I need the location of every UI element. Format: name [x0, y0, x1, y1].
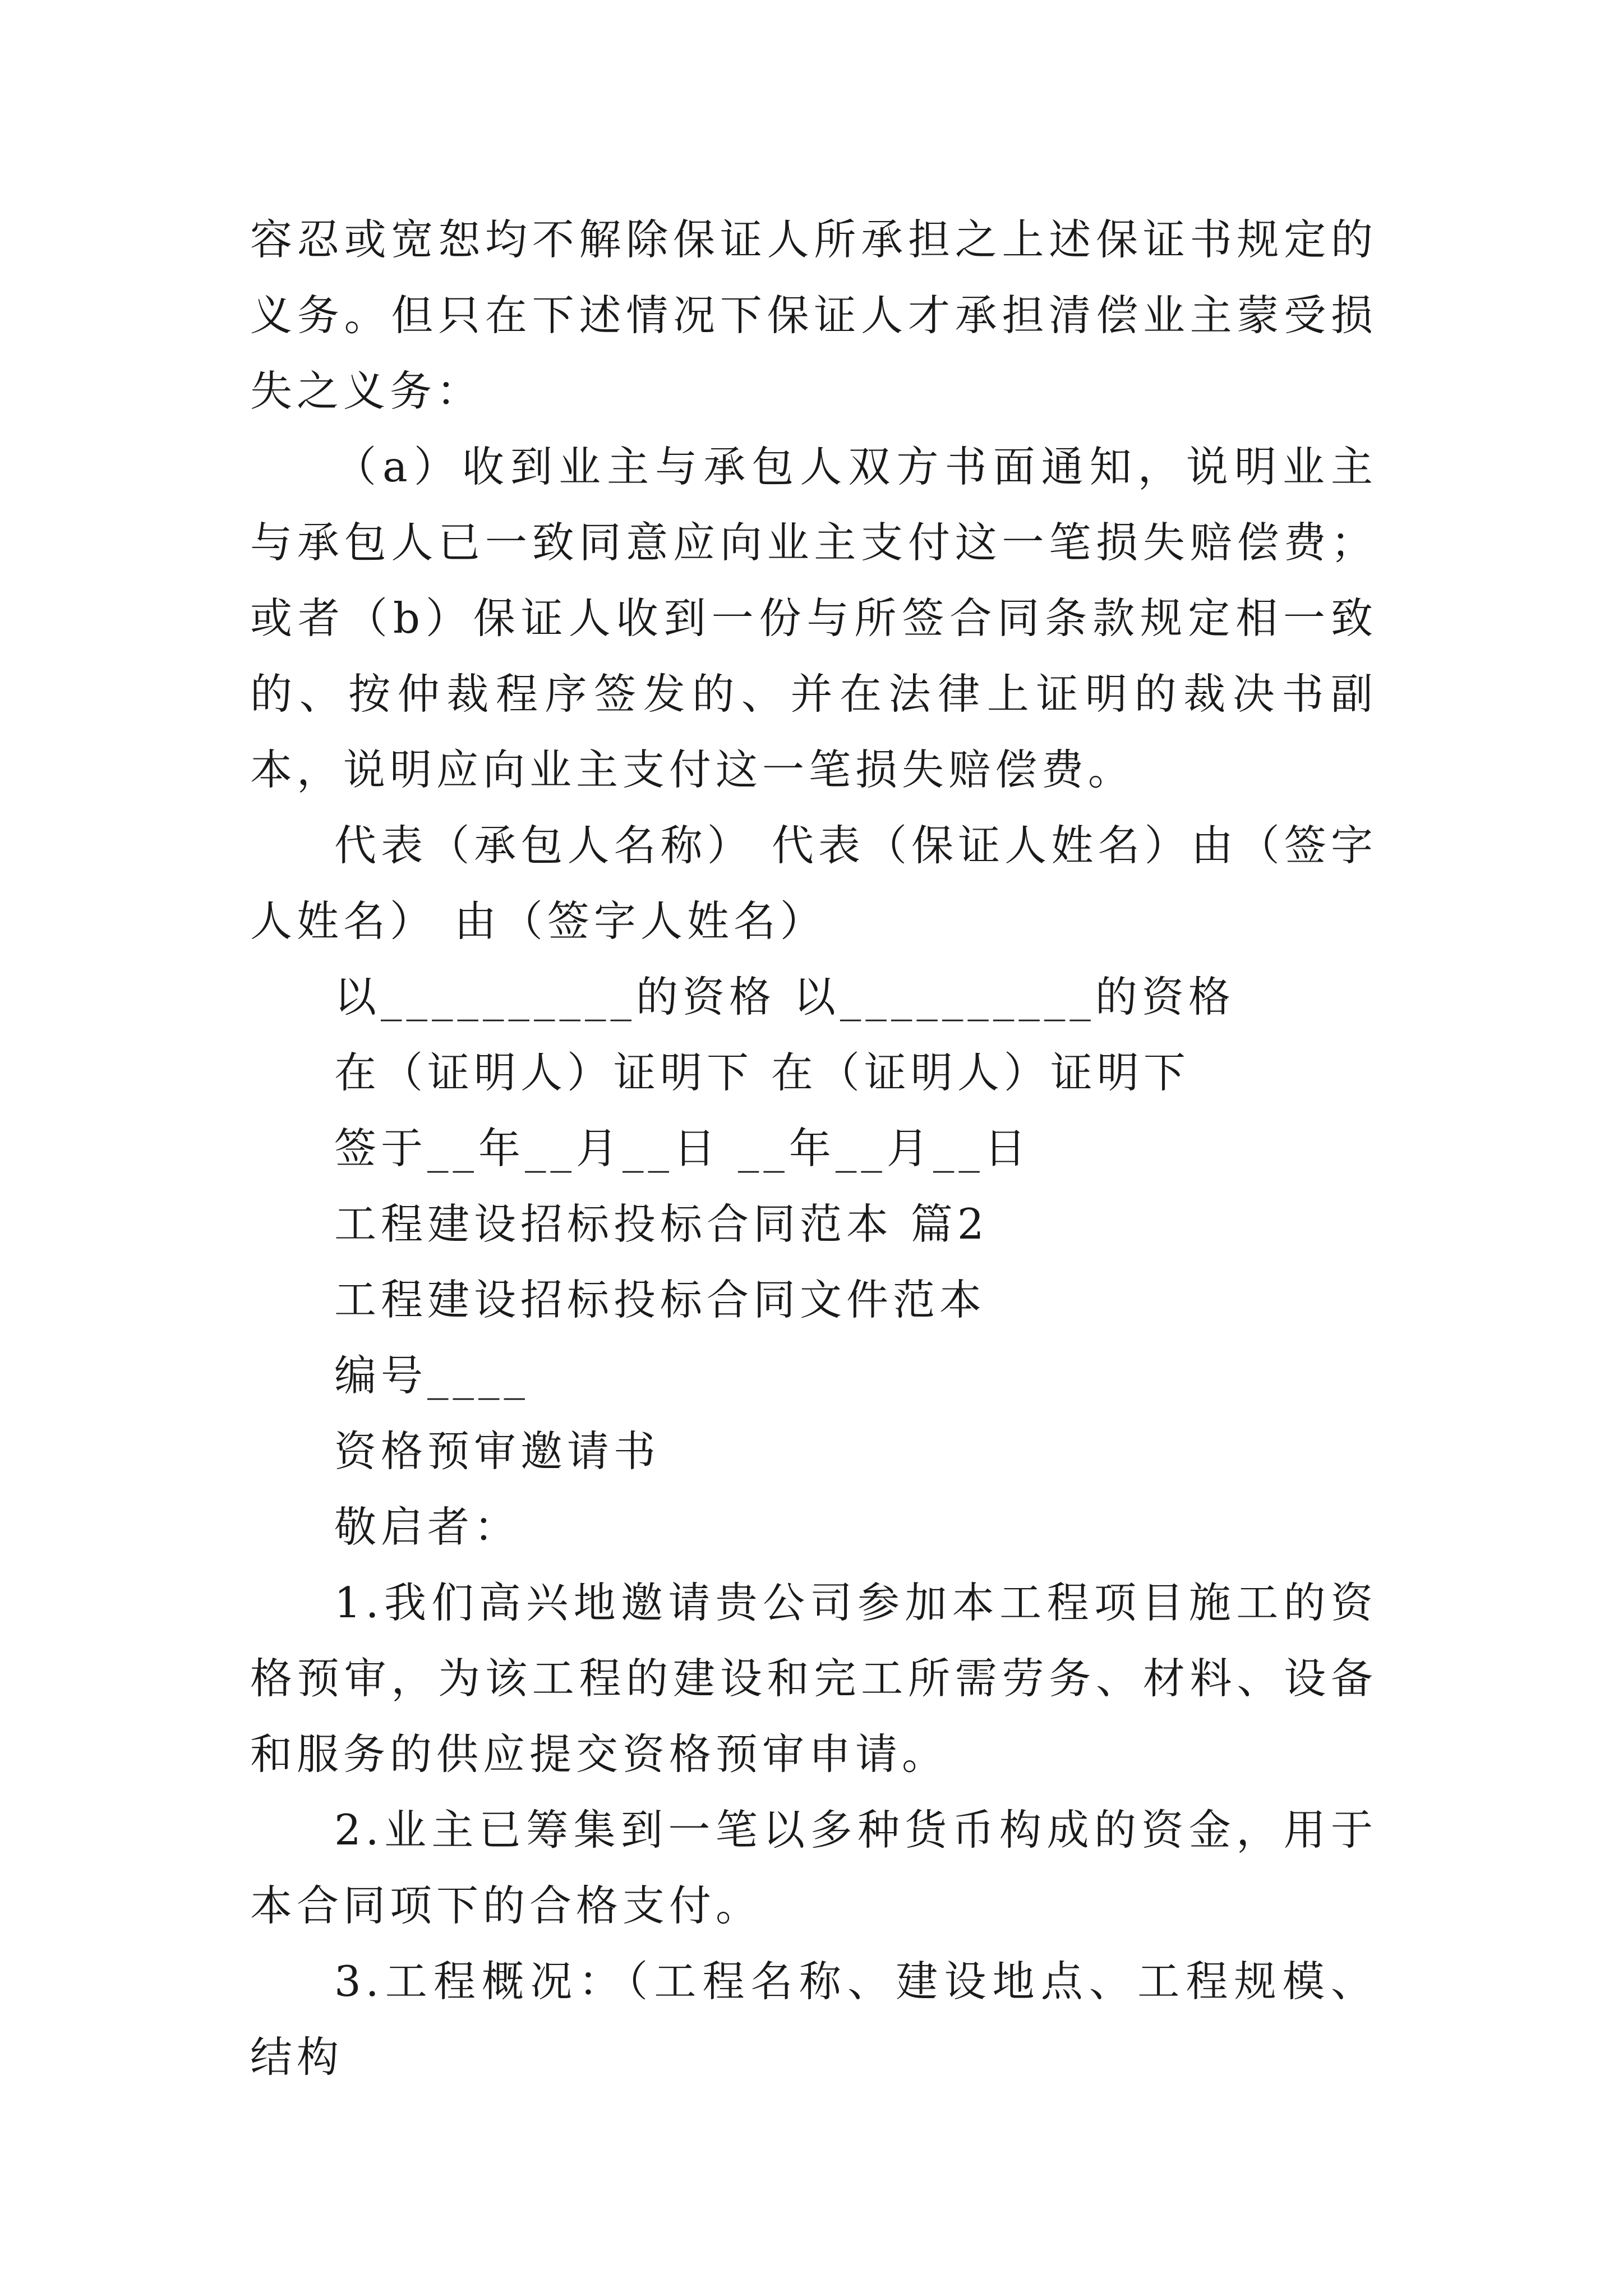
paragraph-item-2: 2.业主已筹集到一笔以多种货币构成的资金，用于本合同项下的合格支付。: [250, 1805, 1377, 1930]
paragraph-witness-line: 在（证明人）证明下 在（证明人）证明下: [334, 1048, 1190, 1097]
paragraph-item-3: 3.工程概况：（工程名称、建设地点、工程规模、结构: [250, 1957, 1377, 2082]
document-title: 工程建设招标投标合同文件范本: [334, 1275, 986, 1324]
paragraph-capacity-line: 以__________的资格 以__________的资格: [334, 972, 1235, 1022]
paragraph-signatory-representatives: 代表（承包人名称） 代表（保证人姓名）由（签字人姓名） 由（签字人姓名）: [250, 821, 1377, 946]
section-heading-part-2: 工程建设招标投标合同范本 篇2: [334, 1199, 989, 1249]
document-body: [250, 202, 1377, 2095]
paragraph-item-1: 1.我们高兴地邀请贵公司参加本工程项目施工的资格预审，为该工程的建设和完工所需劳务、材料、设备和服务的供应提交资格预审申请。: [250, 1578, 1377, 1779]
paragraph-guarantor-obligation: 容忍或宽恕均不解除保证人所承担之上述保证书规定的义务。但只在下述情况下保证人才承担清偿业主蒙受损失之义务：: [250, 215, 1377, 416]
paragraph-compensation-conditions: （a）收到业主与承包人双方书面通知，说明业主与承包人已一致同意应向业主支付这一笔损失赔偿费；或者（b）保证人收到一份与所签合同条款规定相一致的、按仲裁程序签发的、并在法律上证明的裁决书副本，说明应向业主支付这一笔损失赔偿费。: [250, 442, 1377, 794]
paragraph-signed-date-line: 签于__年__月__日 __年__月__日: [334, 1124, 1031, 1173]
letter-title: 资格预审邀请书: [334, 1427, 661, 1476]
letter-salutation: 敬启者：: [334, 1502, 521, 1552]
document-number: 编号____: [334, 1351, 530, 1400]
